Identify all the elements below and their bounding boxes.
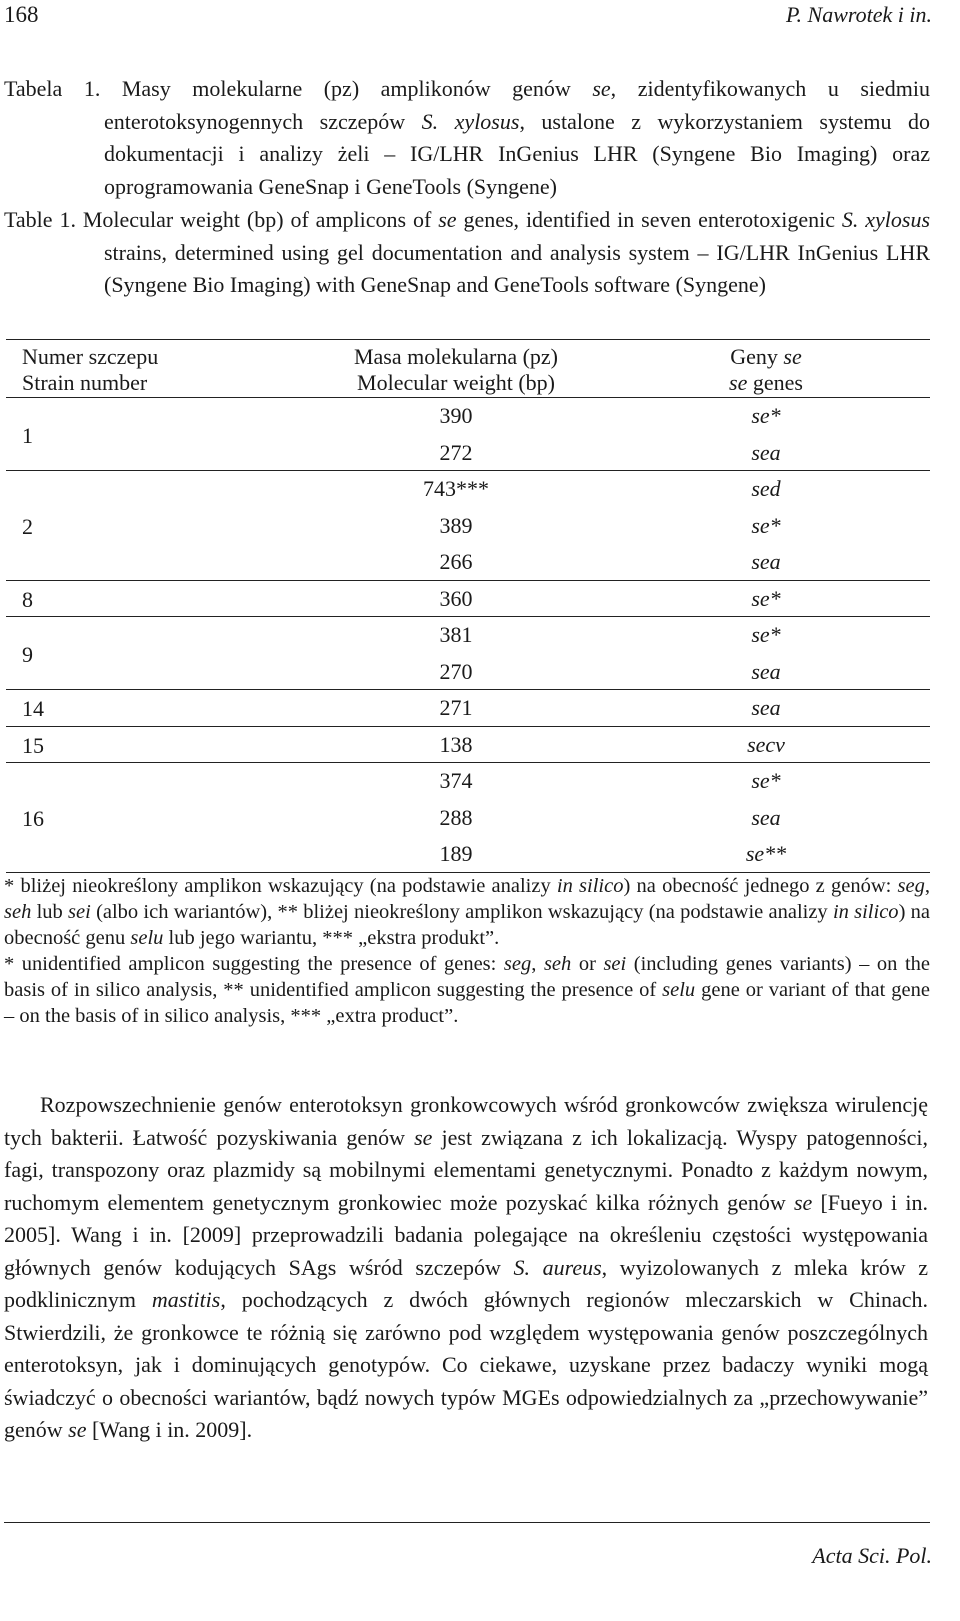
paragraph-text: Rozpowszechnienie genów enterotoksyn gronkowcowych wśród gronkowców zwiększa wirulencję tych bakterii. Łatwość pozyskiwania genów	[4, 1092, 928, 1150]
gene-cell: sea	[751, 658, 781, 684]
footnote-polish	[4, 873, 930, 951]
gene-cell: se**	[745, 841, 787, 866]
paragraph-italic: se	[68, 1417, 87, 1442]
mw-cell: 381	[439, 622, 473, 647]
footer-rule	[4, 1522, 930, 1523]
page-number: 168	[4, 2, 39, 27]
header-genes-italic: se	[783, 344, 802, 369]
footnote-italic: seg	[503, 953, 532, 975]
header-strain-en: Strain number	[22, 370, 148, 395]
header-genes-en	[686, 370, 846, 396]
footnote-text: ,	[924, 875, 930, 897]
header-mw-en: Molecular weight (bp)	[357, 370, 555, 395]
footnote-italic: in silico	[832, 901, 899, 923]
caption-text: Molecular weight (bp) of amplicons of	[75, 207, 439, 232]
table-row-rule	[6, 726, 930, 727]
footnote-english	[4, 951, 930, 1029]
footnote-italic: in silico	[556, 875, 624, 897]
gene-cell: sea	[751, 439, 781, 465]
table-header-rule	[6, 397, 930, 398]
header-genes-text: genes	[747, 370, 803, 395]
mw-cell: 390	[439, 403, 473, 428]
footnote-italic: seh	[543, 953, 572, 975]
mw-cell: 389	[439, 512, 473, 538]
running-head-authors: P. Nawrotek i in.	[785, 2, 932, 27]
mw-cell: 270	[439, 658, 473, 684]
mw-cell: 189	[439, 841, 473, 866]
footnote-italic: sei	[68, 901, 91, 923]
gene-cell: se*	[751, 768, 781, 793]
footnote-italic: selu	[662, 979, 696, 1001]
paragraph-text: [Fueyo i in. 2005]. Wang i in. [2009] przeprowadzili badania polegające na określeniu częstości występowania głównych genów kodujących SAgs wśród szczepów	[4, 1189, 928, 1280]
footnote-text: * bliżej nieokreślony amplikon wskazujący (na podstawie analizy	[4, 875, 557, 897]
table-row-rule	[6, 689, 930, 690]
footnote-text: or	[571, 953, 604, 975]
mw-cell: 374	[439, 768, 473, 793]
header-strain-pl: Numer szczepu	[22, 344, 159, 369]
caption-text: genes, identified in seven enterotoxigenic	[456, 207, 842, 232]
paragraph-italic: S. aureus	[513, 1254, 602, 1280]
caption-italic: se	[592, 76, 611, 101]
footnote-text: * unidentified amplicon suggesting the presence of genes:	[4, 953, 504, 975]
mw-cell: 271	[439, 695, 473, 720]
gene-cell: se*	[751, 622, 781, 647]
gene-cell: secv	[747, 731, 785, 757]
footnote-italic: selu	[130, 927, 164, 949]
table-row-rule	[6, 580, 930, 581]
header-genes-italic: se	[729, 370, 748, 395]
caption-text: Masy molekularne (pz) amplikonów genów	[100, 76, 593, 101]
table-row-rule	[6, 616, 930, 617]
mw-cell: 360	[439, 585, 473, 611]
paragraph-italic: mastitis	[151, 1287, 221, 1312]
mw-cell: 138	[439, 731, 473, 757]
mw-cell: 272	[439, 439, 473, 465]
gene-cell: se*	[751, 512, 781, 538]
gene-cell: sea	[751, 549, 781, 574]
footnote-text: lub	[31, 901, 69, 923]
gene-cell: sed	[751, 476, 781, 501]
caption-italic: S. xylosus	[421, 108, 520, 134]
table-caption-polish	[4, 73, 930, 203]
footnote-text: ,	[531, 953, 544, 975]
caption-text: strains, determined using gel documentation and analysis system – IG/LHR InGenius LHR (Syngene Bio Imaging) with GeneSnap and GeneTools software (Syngene)	[104, 239, 930, 297]
footnote-italic: seg	[897, 875, 925, 897]
footnote-text: ) na obecność genu	[4, 901, 930, 949]
footnote-italic: seh	[4, 901, 32, 923]
footnote-text: ) na obecność jednego z genów:	[623, 875, 898, 897]
caption-text: , ustalone z wykorzystaniem systemu do dokumentacji i analizy żeli – IG/LHR InGenius LHR (Syngene Bio Imaging) oraz oprogramowania GeneSnap i GeneTools (Syngene)	[104, 108, 930, 199]
paragraph-text: [Wang i in. 2009].	[86, 1417, 253, 1442]
gene-cell: sea	[751, 695, 781, 720]
footnote-text: lub jego wariantu, *** „ekstra produkt”.	[163, 927, 500, 949]
strain-cell: 1	[22, 422, 33, 448]
header-genes-pl	[686, 344, 846, 370]
table-caption-english	[4, 204, 930, 302]
footnote-text: gene or variant of that gene – on the basis of in silico analysis, *** „extra product”.	[4, 979, 930, 1027]
paragraph-text: , wyizolowanych z mleka krów z podklinicznym	[4, 1254, 929, 1312]
gene-cell: se*	[751, 403, 781, 428]
table-row-rule	[6, 470, 930, 471]
caption-text: , zidentyfikowanych u siedmiu enterotoksynogennych szczepów	[104, 76, 930, 134]
header-mw-pl: Masa molekularna (pz)	[353, 344, 559, 369]
mw-cell: 266	[439, 549, 473, 574]
journal-name: Acta Sci. Pol.	[812, 1543, 932, 1568]
paragraph-text: , pochodzących z dwóch głównych regionów mleczarskich w Chinach. Stwierdzili, że gronkowce te różnią się zarówno pod względem występowania genów poszczególnych enterotoksyn, jak i dominujących genotypów. Co ciekawe, uzyskane przez badaczy wyniki mogą świadczyć o obecności wariantów, bądź nowych typów MGEs odpowiedzialnych za „przechowywanie” genów	[4, 1287, 928, 1442]
footnote-text: (albo ich wariantów), ** bliżej nieokreślony amplikon wskazujący (na podstawie analizy	[90, 901, 833, 923]
mw-cell: 288	[439, 804, 473, 830]
header-genes-text: Geny	[730, 344, 784, 369]
footnote-italic: sei	[603, 953, 627, 975]
gene-cell: sea	[751, 804, 781, 830]
strain-cell: 9	[22, 641, 33, 667]
mw-cell: 743***	[423, 476, 489, 501]
table-footnotes	[4, 873, 930, 1029]
strain-cell: 16	[22, 805, 44, 831]
table-row-rule	[6, 762, 930, 763]
table-top-rule	[6, 339, 930, 340]
caption-italic: se	[438, 207, 457, 232]
paragraph-italic: se	[414, 1124, 433, 1150]
caption-label: Tabela 1.	[4, 76, 101, 101]
strain-cell: 15	[22, 732, 44, 758]
strain-cell: 8	[22, 586, 33, 612]
caption-label: Table 1.	[4, 207, 76, 232]
strain-cell: 14	[22, 696, 44, 722]
caption-italic: S. xylosus	[841, 207, 931, 232]
paragraph-text: jest związana z ich lokalizacją. Wyspy patogenności, fagi, transpozony oraz plazmidy są mobilnymi elementami genetycznymi. Ponadto z każdym nowym, ruchomym elementem genetycznym gronkowiec może pozyskać kilka różnych genów	[4, 1124, 928, 1215]
body-paragraph	[4, 1089, 928, 1447]
footnote-text: (including genes variants) – on the basis of in silico analysis, ** unidentified amplicon suggesting the presence of	[4, 953, 931, 1001]
gene-cell: se*	[751, 585, 781, 611]
paragraph-italic: se	[793, 1189, 813, 1215]
strain-cell: 2	[22, 513, 33, 539]
